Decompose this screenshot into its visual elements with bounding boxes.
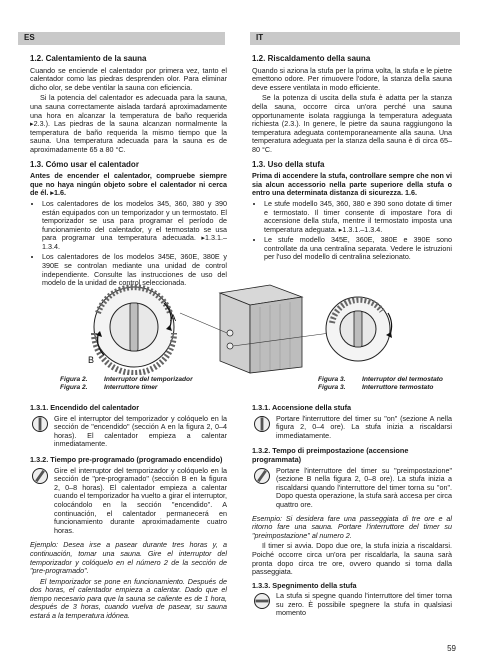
dial-label-a: A xyxy=(170,313,177,323)
caption-text: Interruttore termostato xyxy=(362,384,434,391)
section-heading: 1.2. Calentamiento de la sauna xyxy=(30,54,147,63)
caption-label: Figura 3. xyxy=(318,384,346,391)
paragraph: La stufa si spegne quando l'interruttore del timer torna su zero. È possibile spegnere la stufa in qualsiasi momento xyxy=(276,591,452,618)
timer-dial-illustration xyxy=(94,287,177,373)
paragraph: Si la potencia del calentador es adecuada para la sauna, una sauna correctamente aislada tardará aproximadamente una hora en alcanzar la temperatura de baño requerida ▸2.3.). Las piedras de la sauna alcanzan normalmente la temperatura de baño requerida la mismo tiempo que la sauna. Una temperatura adecuada para la sauna es de aproximadamente 65 a 80 °C. xyxy=(30,93,227,154)
section-heading: 1.3.2. Tempo di preimpostazione (accensione programmata) xyxy=(252,446,409,464)
list-item: • Los calentadores de los modelos 345E, 360E, 380E y 390E se controlan mediante una unidad de control independiente. Consulte las instrucciones de uso del modelo de la unidad de control seleccionada. xyxy=(42,253,227,287)
model-list xyxy=(30,200,227,288)
paragraph: Portare l'interruttore del timer su "preimpostazione" (sezione B nella figura 2, 0–8 ore). La stufa inizia a riscaldarsi quando l'interruttore del timer torna su "on". Dopo questa operazione, la stufa sarà accesa per circa quattro ore. xyxy=(276,465,452,509)
timer-knob-icon xyxy=(30,415,50,433)
section-heading: 1.3.3. Spegnimento della stufa xyxy=(252,580,357,590)
list-item: • Los calentadores de los modelos 345, 360, 380 y 390 están equipados con un temporizador y un termostato. El temporizador se usa para programar el período de funcionamiento del calentador, y el termostato se usa para programar una temperatura adecuada. ▸1.3.1.–1.3.4. xyxy=(42,200,227,252)
model-list xyxy=(252,200,452,262)
paragraph: Gire el interruptor del temporizador y colóquelo en la sección de "pre-programado" (sección B en la figura 2, 0–8 horas). El calentador empieza a calentar cuando el temporizador ha vuelto a girar el interruptor, colocándolo en la sección "encendido". A continuación, el calentador permanecerá en funcionamiento durante aproximadamente cuatro horas. xyxy=(54,465,227,535)
example-paragraph: Esempio: Si desidera fare una passeggiata di tre ore e al ritorno fare una sauna. Portare l'interruttore del timer su "preimpostazione" al numero 2. xyxy=(252,513,452,540)
language-bar-it xyxy=(250,32,460,45)
caption-label: Figura 2. xyxy=(60,384,88,391)
caption-label: Figura 2. xyxy=(60,376,88,383)
language-bar-es xyxy=(18,32,225,45)
paragraph: Gire el interruptor del temporizador y colóquelo en la sección de "encendido" (sección A en la figura 2, 0–4 horas). El calentador empieza a calentar inmediatamente. xyxy=(54,413,227,449)
language-label-es: ES xyxy=(24,33,35,42)
section-heading: 1.2. Riscaldamento della sauna xyxy=(252,54,371,63)
section-heading: 1.3.1. Encendido del calentador xyxy=(30,403,140,412)
it-upper-column xyxy=(252,55,452,264)
figure-3-caption xyxy=(318,376,443,392)
caption-text: Interruptor del temporizador xyxy=(104,376,193,383)
example-paragraph: El temporizador se pone en funcionamiento. Después de dos horas, el calentador empieza a calentar. Dado que el tiempo necesario para que la sauna se caliente es de 1 hora, después de 3 horas, cuando vuelva de pasear, su sauna estará a la temperatura idónea. xyxy=(30,576,227,621)
list-item: • Le stufe modello 345, 360, 380 e 390 sono dotate di timer e termostato. Il timer consente di impostare l'ora di accensione della stufa, mentre il termostato imposta una temperatura adeguata. ▸1.3.1.–1.3.4. xyxy=(264,200,452,234)
caption-text: Interruttore timer xyxy=(104,384,158,391)
heater-illustration xyxy=(180,285,330,373)
warning-paragraph: Antes de encender el calentador, compruebe siempre que no haya ningún objeto sobre el calentador ni cerca de él. ▸1.6. xyxy=(30,171,227,198)
timer-knob-icon xyxy=(30,467,50,485)
language-label-it: IT xyxy=(256,33,264,42)
paragraph: Quando si aziona la stufa per la prima volta, la stufa e le pietre emettono odore. Per rimuovere l'odore, la stanza della sauna deve essere ventilata in modo efficiente. xyxy=(252,65,452,92)
figure-2-caption xyxy=(60,376,193,392)
paragraph: Il timer si avvia. Dopo due ore, la stufa inizia a riscaldarsi. Poiché occorre circa un'ora per riscaldarla, la sauna sarà pronta dopo circa tre ore, ovvero quando si torna dalla passeggiata. xyxy=(252,541,452,577)
instruction-with-icon xyxy=(252,467,452,512)
section-heading: 1.3.1. Accensione della stufa xyxy=(252,403,352,412)
timer-knob-icon xyxy=(252,467,272,485)
dial-label-b: B xyxy=(88,355,95,365)
instruction-with-icon xyxy=(30,467,227,538)
es-upper-column xyxy=(30,55,227,290)
thermostat-dial-illustration xyxy=(326,297,392,361)
heater-figure xyxy=(70,283,415,375)
caption-text: Interruptor del termostato xyxy=(362,376,443,383)
caption-label: Figura 3. xyxy=(318,376,346,383)
page-number: 59 xyxy=(447,644,456,653)
timer-knob-icon xyxy=(252,592,272,610)
section-heading: 1.3.2. Tiempo pre-programado (programado encendido) xyxy=(30,454,223,464)
warning-paragraph: Prima di accendere la stufa, controllare sempre che non vi sia alcun accessorio nella parte superiore della stufa o entro una determinata distanza di sicurezza. 1.6. xyxy=(252,171,452,198)
section-heading: 1.3. Uso della stufa xyxy=(252,159,325,169)
paragraph: Cuando se enciende el calentador por primera vez, tanto el calentador como las piedras desprenden olor. Para eliminar dicho olor, se debe ventilar la sauna con eficiencia. xyxy=(30,65,227,92)
list-item: • Le stufe modello 345E, 360E, 380E e 390E sono controllate da una centralina separata. Vedere le istruzioni per l'uso del modello di centralina selezionato. xyxy=(264,236,452,262)
section-heading: 1.3. Cómo usar el calentador xyxy=(30,159,139,169)
instruction-with-icon xyxy=(252,592,452,620)
paragraph: Portare l'interruttore del timer su "on" (sezione A nella figura 2, 0–4 ore). La stufa inizia a riscaldarsi immediatamente. xyxy=(276,413,452,440)
paragraph: Se la potenza di uscita della stufa è adatta per la stanza della sauna, occorre circa un'ora perché una sauna opportunamente isolata raggiunga la temperatura adeguata richiesta (2.3.). In genere, le pietre da sauna raggiungono la temperatura adeguata contemporaneamente alla sauna. Una temperatura adeguata per la stanza della sauna è di circa 65–80 °C. xyxy=(252,93,452,154)
instruction-with-icon xyxy=(252,415,452,443)
timer-knob-icon xyxy=(252,415,272,433)
es-lower-column xyxy=(30,404,227,623)
example-paragraph: Ejemplo: Desea irse a pasear durante tres horas y, a continuación, tomar una sauna. Gire el interruptor del temporizador y colóquelo en el número 2 de la sección de "pre-programado". xyxy=(30,540,227,576)
instruction-with-icon xyxy=(30,415,227,451)
it-lower-column xyxy=(252,404,452,620)
